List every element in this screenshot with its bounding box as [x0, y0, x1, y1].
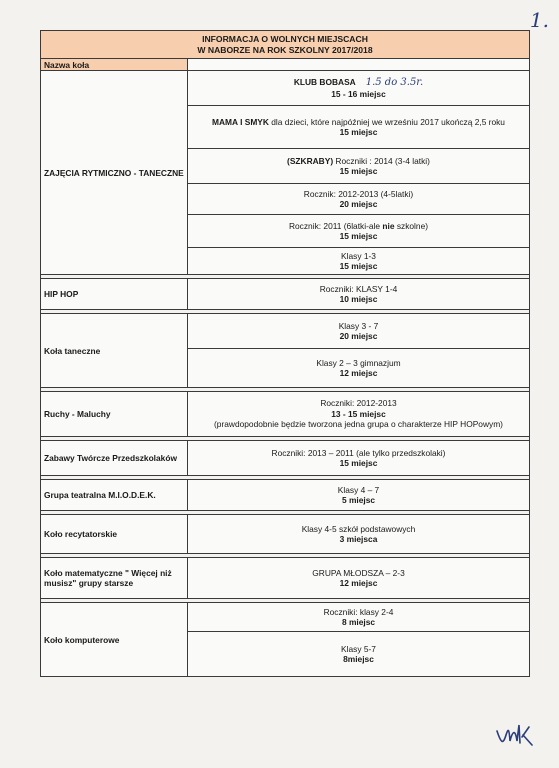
title-line-1: INFORMACJA O WOLNYCH MIEJSCACH	[202, 33, 368, 44]
table-title-row	[41, 31, 530, 59]
info-bold: (SZKRABY)	[287, 155, 334, 166]
info-text: Klasy 1-3	[341, 250, 376, 261]
info-text: Rocznik: 2012-2013 (4-5latki)	[303, 188, 414, 199]
table-row	[41, 603, 530, 632]
info-text: dla dzieci, które najpóźniej we wrześniu 2017 ukończą 2,5 roku	[268, 116, 505, 127]
info-places: 15 miejsc	[339, 231, 378, 241]
info-places: 8miejsc	[343, 654, 374, 664]
info-places: 5 miejsc	[341, 495, 376, 505]
activity-info	[188, 515, 530, 554]
info-text: Roczniki: KLASY 1-4	[319, 283, 398, 294]
table-header-row	[41, 59, 530, 71]
table-title	[41, 31, 530, 59]
info-text: Roczniki: 2013 – 2011 (ale tylko przedszkolaki)	[271, 447, 446, 458]
info-places: 20 miejsc	[339, 331, 378, 341]
activity-info	[188, 149, 530, 184]
table-row	[41, 279, 530, 310]
info-bold: nie	[382, 220, 395, 231]
activity-name: HIP HOP	[41, 279, 188, 310]
activity-info	[188, 441, 530, 476]
info-bold: MAMA I SMYK	[212, 116, 269, 127]
info-places: 15 miejsc	[339, 458, 378, 468]
info-places: 20 miejsc	[339, 199, 378, 209]
activity-info	[188, 279, 530, 310]
info-places: 8 miejsc	[341, 617, 376, 627]
info-text: Klasy 4-5 szkół podstawowych	[301, 523, 416, 534]
info-places: 15 miejsc	[339, 166, 378, 176]
info-text: Klasy 2 – 3 gimnazjum	[316, 357, 401, 368]
activity-info	[188, 349, 530, 388]
activity-info	[188, 184, 530, 215]
info-text: Roczniki : 2014 (3-4 latki)	[333, 155, 430, 166]
activity-info	[188, 392, 530, 437]
activity-info	[188, 215, 530, 248]
handwritten-note: 1.5 do 3.5r.	[365, 77, 424, 88]
info-bold: KLUB BOBASA	[293, 77, 356, 87]
activity-name: Ruchy - Maluchy	[41, 392, 188, 437]
activity-info	[188, 632, 530, 677]
table-row	[41, 314, 530, 349]
table-row	[41, 515, 530, 554]
info-places: 12 miejsc	[339, 368, 378, 378]
info-places: 15 - 16 miejsc	[331, 88, 386, 99]
info-note: (prawdopodobnie będzie tworzona jedna grupa o charakterze HIP HOPowym)	[214, 419, 503, 430]
info-places: 15 miejsc	[339, 127, 378, 137]
activity-name: ZAJĘCIA RYTMICZNO - TANECZNE	[41, 71, 188, 275]
activity-name: Grupa teatralna M.I.O.D.E.K.	[41, 480, 188, 511]
info-places: 10 miejsc	[339, 294, 378, 304]
activity-info	[188, 603, 530, 632]
activity-name: Koło komputerowe	[41, 603, 188, 677]
info-places: 3 miejsca	[339, 534, 378, 544]
activity-name: Koło matematyczne " Więcej niż musisz" grupy starsze	[41, 558, 188, 599]
header-name-label: Nazwa koła	[41, 59, 188, 71]
info-places: 13 - 15 miejsc	[331, 408, 386, 419]
table-row	[41, 441, 530, 476]
info-places: 12 miejsc	[339, 578, 378, 588]
activity-name: Koło recytatorskie	[41, 515, 188, 554]
info-text: szkolne)	[394, 220, 429, 231]
table-row	[41, 480, 530, 511]
activity-info	[188, 480, 530, 511]
info-places: 15 miejsc	[339, 261, 378, 271]
activity-info	[188, 106, 530, 149]
title-line-2: W NABORZE NA ROK SZKOLNY 2017/2018	[197, 44, 373, 55]
activity-info	[188, 248, 530, 275]
info-text: GRUPA MŁODSZA – 2-3	[312, 567, 405, 578]
page-number: 1.	[529, 8, 549, 32]
signature	[495, 721, 541, 754]
vacancy-table	[40, 30, 530, 677]
signature-icon	[495, 721, 541, 749]
info-text: Klasy 4 – 7	[337, 484, 380, 495]
info-text: Klasy 3 - 7	[338, 320, 379, 331]
activity-name: Koła taneczne	[41, 314, 188, 388]
info-text: Klasy 5-7	[341, 643, 376, 654]
activity-name: Zabawy Twórcze Przedszkolaków	[41, 441, 188, 476]
table-row	[41, 558, 530, 599]
info-text: Roczniki: klasy 2-4	[323, 606, 394, 617]
info-text: Roczniki: 2012-2013	[320, 398, 397, 409]
activity-info	[188, 314, 530, 349]
header-blank	[188, 59, 530, 71]
activity-info	[188, 71, 530, 106]
table-row	[41, 392, 530, 437]
table-row	[41, 71, 530, 106]
activity-info	[188, 558, 530, 599]
info-text: Rocznik: 2011 (6latki-ale	[288, 220, 383, 231]
